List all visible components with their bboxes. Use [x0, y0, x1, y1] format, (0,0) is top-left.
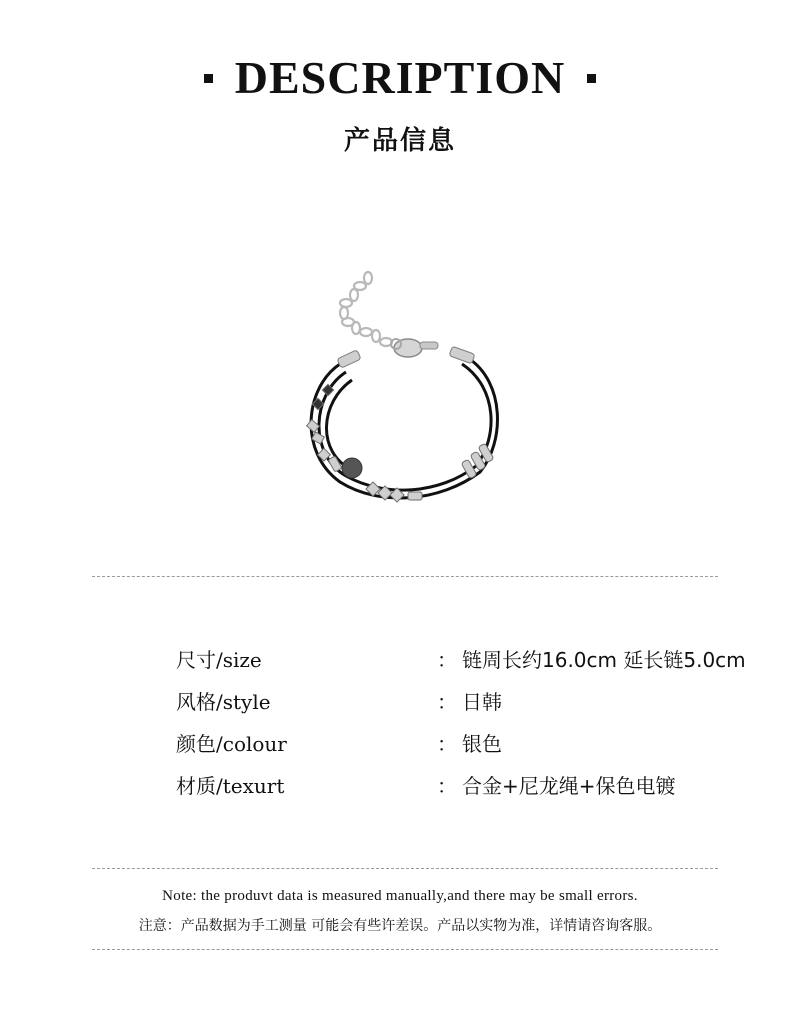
end-cap-left	[337, 350, 361, 368]
spec-label: 颜色/colour	[176, 732, 287, 756]
spec-colon: ：	[437, 690, 457, 714]
header	[0, 52, 800, 157]
page-subtitle: 产品信息	[343, 126, 456, 156]
spec-row-colour	[0, 724, 800, 764]
title-row	[0, 52, 800, 104]
spec-colon: ：	[437, 732, 457, 756]
spec-row-style	[0, 682, 800, 722]
spec-value: 银色	[462, 732, 502, 756]
note-english: Note: the produvt data is measured manually,and there may be small errors.	[162, 888, 638, 904]
end-cap-right	[449, 346, 475, 364]
note-chinese: 注意：产品数据为手工测量 可能会有些许差误。产品以实物为准，详情请咨询客服。	[138, 918, 662, 934]
spec-row-size	[0, 640, 800, 680]
left-square-bullet-icon	[204, 74, 213, 83]
lobster-clasp	[391, 339, 438, 357]
extension-chain	[340, 272, 392, 346]
spec-value: 链周长约16.0cm 延长链5.0cm	[462, 648, 746, 672]
right-square-bullet-icon	[587, 74, 596, 83]
spec-colon: ：	[437, 774, 457, 798]
product-image	[280, 262, 530, 522]
bracelet-illustration	[280, 262, 530, 522]
divider-bottom	[92, 949, 718, 950]
spec-row-texture	[0, 766, 800, 806]
page-title: DESCRIPTION	[234, 52, 566, 103]
divider-middle	[92, 868, 718, 869]
silver-beads	[307, 384, 494, 502]
divider-top	[92, 576, 718, 577]
spec-colon: ：	[437, 648, 457, 672]
spec-label: 尺寸/size	[176, 648, 262, 672]
spec-value: 合金+尼龙绳+保色电镀	[462, 774, 676, 798]
spec-label: 材质/texurt	[176, 774, 285, 798]
spec-label: 风格/style	[176, 690, 271, 714]
spec-value: 日韩	[462, 690, 502, 714]
